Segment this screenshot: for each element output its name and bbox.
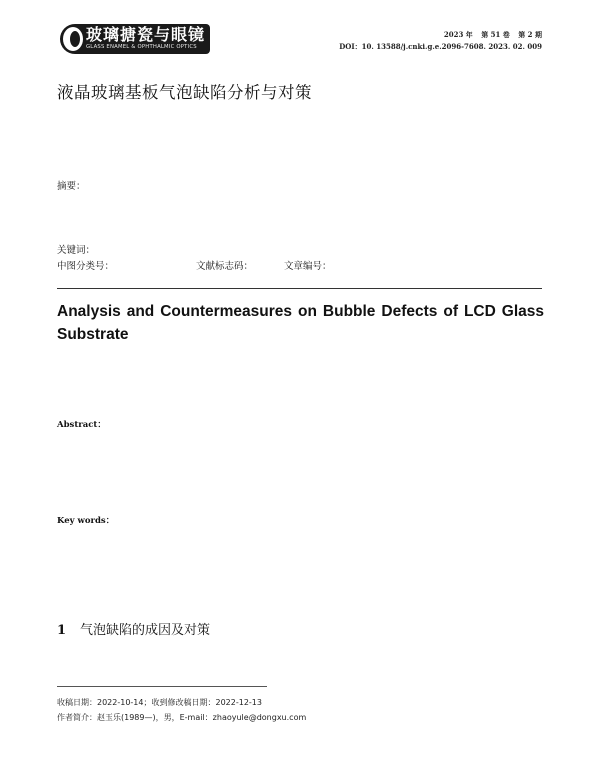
issue-year: 2023 年 — [443, 30, 473, 39]
journal-logo-en: GLASS ENAMEL & OPHTHALMIC OPTICS — [86, 44, 197, 50]
header-divider — [57, 288, 542, 289]
title-en: Analysis and Countermeasures on Bubble Defects of LCD Glass Substrate — [57, 303, 544, 343]
clc-label: 中图分类号： — [57, 261, 115, 272]
section-1-heading — [57, 619, 210, 638]
issue-info — [438, 30, 542, 40]
section-1-title: 气泡缺陷的成因及对策 — [80, 623, 211, 638]
abstract-en-label: Abstract： — [57, 420, 106, 430]
journal-logo — [60, 24, 210, 54]
keywords-en-label: Key words： — [57, 516, 115, 526]
abstract-cn-label: 摘要： — [57, 181, 86, 192]
footnote-author-info: 作者简介：赵玉乐(1989—)，男，E-mail：zhaoyule@dongxu.com — [57, 713, 307, 722]
issue-number: 第 2 期 — [518, 30, 542, 39]
article-number-label: 文章编号： — [284, 261, 332, 272]
journal-logo-cn: 玻璃搪瓷与眼镜 — [86, 25, 206, 44]
issue-volume: 第 51 卷 — [481, 30, 510, 39]
document-code-label: 文献标志码： — [196, 261, 254, 272]
doi: DOI：10. 13588/j.cnki.g.e.2096-7608. 2023. 02. 009 — [339, 42, 542, 51]
journal-logo-mark — [63, 27, 83, 51]
keywords-cn-label: 关键词： — [57, 245, 96, 256]
footnote-divider — [57, 686, 267, 687]
title-cn: 液晶玻璃基板气泡缺陷分析与对策 — [57, 83, 312, 102]
footnote-received-date: 收稿日期：2022-10-14；收到修改稿日期：2022-12-13 — [57, 698, 262, 707]
section-1-number: 1 — [57, 623, 67, 638]
